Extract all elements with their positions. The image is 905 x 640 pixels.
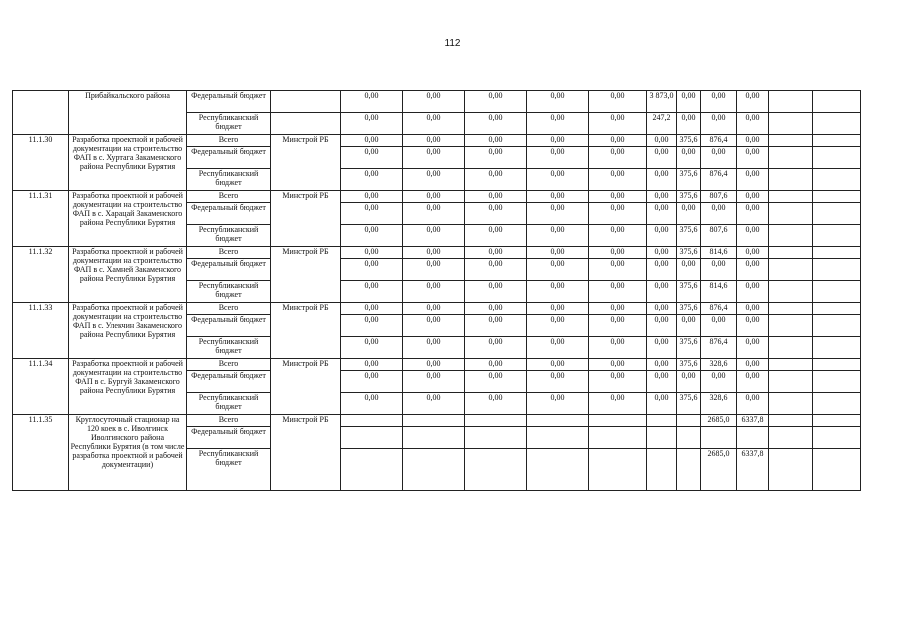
value-cell: 2685,0 [701,415,737,427]
item-code-cell: 11.1.34 [13,359,69,415]
value-cell: 375,6 [677,303,701,315]
value-cell: 0,00 [589,191,647,203]
value-cell [813,359,861,371]
value-cell [271,91,341,113]
value-cell: 0,00 [737,281,769,303]
value-cell: 0,00 [403,147,465,169]
value-cell [465,427,527,449]
value-cell [701,427,737,449]
value-cell: 876,4 [701,303,737,315]
value-cell: 0,00 [527,191,589,203]
value-cell: 328,6 [701,393,737,415]
value-cell: 0,00 [341,281,403,303]
value-cell: 0,00 [403,169,465,191]
value-cell: 0,00 [465,315,527,337]
funding-source-cell: Республиканский бюджет [187,393,271,415]
value-cell [813,393,861,415]
budget-table [12,90,905,491]
value-cell [813,371,861,393]
item-name-cell: Разработка проектной и рабочей документации на строительство ФАП в с. Бургуй Закаменского района Республики Бурятия [69,359,187,415]
funding-source-cell: Республиканский бюджет [187,337,271,359]
value-cell: 247,2 [647,113,677,135]
value-cell [647,427,677,449]
executor-cell: Минстрой РБ [271,135,341,191]
value-cell [769,147,813,169]
table-row [13,191,905,203]
item-name-cell: Разработка проектной и рабочей документации на строительство ФАП в с. Улекчин Закаменского района Республики Бурятия [69,303,187,359]
value-cell: 0,00 [403,371,465,393]
table-body [13,91,905,491]
value-cell [769,225,813,247]
value-cell [769,135,813,147]
table-row [13,91,905,113]
value-cell: 375,6 [677,191,701,203]
value-cell: 0,00 [341,303,403,315]
value-cell: 0,00 [341,315,403,337]
value-cell: 0,00 [647,303,677,315]
value-cell [769,191,813,203]
funding-source-cell: Республиканский бюджет [187,113,271,135]
value-cell [341,427,403,449]
value-cell [589,415,647,427]
funding-source-cell: Республиканский бюджет [187,225,271,247]
value-cell [465,415,527,427]
value-cell: 0,00 [341,169,403,191]
value-cell: 0,00 [527,225,589,247]
value-cell: 0,00 [403,359,465,371]
value-cell [769,393,813,415]
value-cell: 0,00 [403,225,465,247]
value-cell: 0,00 [737,113,769,135]
value-cell [813,427,861,449]
item-code-cell [13,91,69,135]
value-cell [527,449,589,491]
value-cell: 0,00 [465,337,527,359]
value-cell: 0,00 [647,371,677,393]
funding-source-cell: Всего [187,135,271,147]
value-cell: 807,6 [701,225,737,247]
value-cell [813,449,861,491]
value-cell: 0,00 [465,203,527,225]
value-cell [813,337,861,359]
table-row [13,303,905,315]
value-cell: 0,00 [403,247,465,259]
value-cell: 0,00 [341,393,403,415]
value-cell: 0,00 [737,303,769,315]
funding-source-cell: Федеральный бюджет [187,315,271,337]
value-cell: 0,00 [527,371,589,393]
value-cell: 0,00 [341,259,403,281]
value-cell: 0,00 [647,281,677,303]
value-cell: 0,00 [527,281,589,303]
value-cell: 0,00 [465,225,527,247]
value-cell: 0,00 [341,203,403,225]
value-cell: 814,6 [701,281,737,303]
value-cell [769,247,813,259]
value-cell: 0,00 [701,371,737,393]
value-cell [813,281,861,303]
value-cell: 0,00 [589,247,647,259]
value-cell: 0,00 [677,147,701,169]
value-cell: 0,00 [527,393,589,415]
value-cell: 0,00 [737,393,769,415]
value-cell [813,259,861,281]
value-cell: 0,00 [677,113,701,135]
value-cell [813,247,861,259]
value-cell: 0,00 [465,281,527,303]
value-cell: 0,00 [341,113,403,135]
value-cell: 876,4 [701,169,737,191]
value-cell: 0,00 [737,371,769,393]
funding-source-cell: Всего [187,191,271,203]
value-cell [769,203,813,225]
value-cell: 814,6 [701,247,737,259]
value-cell: 0,00 [465,113,527,135]
value-cell: 0,00 [589,91,647,113]
value-cell: 0,00 [403,191,465,203]
executor-cell: Минстрой РБ [271,191,341,247]
value-cell [769,303,813,315]
value-cell: 375,6 [677,337,701,359]
value-cell: 0,00 [465,303,527,315]
value-cell: 6337,8 [737,449,769,491]
value-cell: 0,00 [527,169,589,191]
value-cell [813,303,861,315]
value-cell [589,427,647,449]
value-cell [403,449,465,491]
value-cell [769,449,813,491]
value-cell: 0,00 [403,135,465,147]
value-cell: 0,00 [341,225,403,247]
value-cell: 0,00 [677,259,701,281]
value-cell: 0,00 [403,203,465,225]
value-cell: 807,6 [701,191,737,203]
value-cell: 0,00 [737,337,769,359]
value-cell: 0,00 [737,259,769,281]
value-cell: 375,6 [677,247,701,259]
value-cell: 0,00 [589,147,647,169]
value-cell [403,415,465,427]
value-cell [769,113,813,135]
value-cell: 0,00 [737,147,769,169]
value-cell: 0,00 [647,135,677,147]
value-cell: 2685,0 [701,449,737,491]
value-cell: 0,00 [403,315,465,337]
page-number: 112 [444,38,461,49]
value-cell: 0,00 [589,169,647,191]
value-cell [737,427,769,449]
value-cell: 0,00 [527,203,589,225]
value-cell: 0,00 [589,359,647,371]
value-cell [527,427,589,449]
value-cell: 0,00 [737,191,769,203]
value-cell: 375,6 [677,281,701,303]
funding-source-cell: Всего [187,303,271,315]
value-cell: 0,00 [677,203,701,225]
value-cell: 0,00 [465,371,527,393]
value-cell [769,281,813,303]
value-cell: 0,00 [701,259,737,281]
value-cell: 0,00 [647,337,677,359]
value-cell [341,415,403,427]
value-cell [769,359,813,371]
value-cell: 0,00 [737,315,769,337]
value-cell [769,371,813,393]
funding-source-cell: Федеральный бюджет [187,259,271,281]
value-cell: 0,00 [701,203,737,225]
item-name-cell: Круглосуточный стационар на 120 коек в с. Иволгинск Иволгинского района Республики Бурятия (в том числе разработка проектной и рабочей документации) [69,415,187,491]
value-cell [677,449,701,491]
value-cell: 0,00 [647,247,677,259]
value-cell [769,427,813,449]
value-cell [403,427,465,449]
item-name-cell: Разработка проектной и рабочей документации на строительство ФАП в с. Харацай Закаменского района Республики Бурятия [69,191,187,247]
value-cell [769,415,813,427]
value-cell: 0,00 [647,315,677,337]
value-cell: 0,00 [527,247,589,259]
value-cell: 0,00 [647,259,677,281]
value-cell: 0,00 [465,191,527,203]
value-cell [271,113,341,135]
value-cell: 876,4 [701,135,737,147]
value-cell: 0,00 [527,315,589,337]
funding-source-cell: Федеральный бюджет [187,203,271,225]
value-cell: 0,00 [465,91,527,113]
value-cell: 0,00 [341,91,403,113]
value-cell: 0,00 [701,147,737,169]
funding-source-cell: Республиканский бюджет [187,281,271,303]
item-code-cell: 11.1.32 [13,247,69,303]
value-cell [647,415,677,427]
value-cell [527,415,589,427]
value-cell: 375,6 [677,225,701,247]
value-cell: 0,00 [527,113,589,135]
value-cell [769,259,813,281]
value-cell: 0,00 [647,203,677,225]
value-cell [813,191,861,203]
value-cell: 328,6 [701,359,737,371]
value-cell: 0,00 [677,371,701,393]
value-cell: 0,00 [737,359,769,371]
value-cell [813,91,861,113]
value-cell: 0,00 [341,191,403,203]
item-code-cell: 11.1.31 [13,191,69,247]
value-cell: 0,00 [403,393,465,415]
value-cell: 0,00 [465,147,527,169]
funding-source-cell: Республиканский бюджет [187,449,271,491]
value-cell: 0,00 [589,303,647,315]
table-row [13,247,905,259]
value-cell: 0,00 [527,135,589,147]
value-cell: 0,00 [589,203,647,225]
funding-source-cell: Всего [187,359,271,371]
value-cell: 0,00 [341,147,403,169]
value-cell: 0,00 [589,393,647,415]
value-cell: 0,00 [341,359,403,371]
funding-source-cell: Всего [187,415,271,427]
value-cell: 0,00 [403,303,465,315]
value-cell: 3 873,0 [647,91,677,113]
value-cell: 0,00 [527,303,589,315]
item-name-cell: Разработка проектной и рабочей документации на строительство ФАП в с. Хамней Закаменского района Республики Бурятия [69,247,187,303]
table-row [13,415,905,427]
value-cell: 0,00 [589,371,647,393]
value-cell: 0,00 [527,91,589,113]
funding-source-cell: Всего [187,247,271,259]
value-cell [769,169,813,191]
value-cell: 0,00 [647,191,677,203]
value-cell: 0,00 [737,169,769,191]
value-cell [813,225,861,247]
value-cell [813,415,861,427]
value-cell: 0,00 [465,259,527,281]
value-cell: 876,4 [701,337,737,359]
value-cell: 375,6 [677,135,701,147]
value-cell: 0,00 [465,169,527,191]
value-cell: 0,00 [527,147,589,169]
value-cell [769,91,813,113]
value-cell [341,449,403,491]
value-cell: 0,00 [403,91,465,113]
value-cell: 0,00 [647,225,677,247]
value-cell: 0,00 [589,281,647,303]
value-cell: 0,00 [737,247,769,259]
table-row [13,135,905,147]
value-cell [769,337,813,359]
value-cell: 0,00 [737,203,769,225]
value-cell: 375,6 [677,359,701,371]
value-cell: 0,00 [341,337,403,359]
value-cell: 0,00 [341,371,403,393]
value-cell: 0,00 [589,315,647,337]
value-cell: 6337,8 [737,415,769,427]
value-cell: 0,00 [589,337,647,359]
value-cell: 0,00 [589,135,647,147]
funding-source-cell: Федеральный бюджет [187,91,271,113]
value-cell: 0,00 [403,259,465,281]
value-cell: 0,00 [677,315,701,337]
value-cell: 0,00 [465,359,527,371]
value-cell [647,449,677,491]
value-cell: 0,00 [589,259,647,281]
value-cell [813,135,861,147]
value-cell: 0,00 [465,135,527,147]
value-cell [769,315,813,337]
value-cell [813,169,861,191]
executor-cell: Минстрой РБ [271,415,341,491]
executor-cell: Минстрой РБ [271,303,341,359]
value-cell: 0,00 [737,135,769,147]
value-cell: 0,00 [589,113,647,135]
funding-source-cell: Республиканский бюджет [187,169,271,191]
item-code-cell: 11.1.35 [13,415,69,491]
value-cell [813,147,861,169]
value-cell: 0,00 [647,147,677,169]
value-cell: 0,00 [701,315,737,337]
table-row [13,359,905,371]
value-cell: 0,00 [527,259,589,281]
value-cell: 0,00 [527,337,589,359]
value-cell: 0,00 [647,359,677,371]
value-cell [677,415,701,427]
value-cell: 0,00 [403,113,465,135]
executor-cell: Минстрой РБ [271,359,341,415]
item-name-cell: Прибайкальского района [69,91,187,135]
value-cell [465,449,527,491]
value-cell: 375,6 [677,169,701,191]
value-cell: 0,00 [647,393,677,415]
value-cell: 375,6 [677,393,701,415]
value-cell: 0,00 [527,359,589,371]
item-name-cell: Разработка проектной и рабочей документации на строительство ФАП в с. Хуртага Закаменского района Республики Бурятия [69,135,187,191]
value-cell: 0,00 [647,169,677,191]
value-cell: 0,00 [403,281,465,303]
funding-source-cell: Федеральный бюджет [187,147,271,169]
value-cell: 0,00 [701,113,737,135]
value-cell: 0,00 [465,247,527,259]
funding-source-cell: Федеральный бюджет [187,427,271,449]
value-cell [813,203,861,225]
item-code-cell: 11.1.30 [13,135,69,191]
value-cell: 0,00 [737,225,769,247]
funding-source-cell: Федеральный бюджет [187,371,271,393]
item-code-cell: 11.1.33 [13,303,69,359]
value-cell: 0,00 [465,393,527,415]
value-cell [813,113,861,135]
value-cell: 0,00 [341,247,403,259]
value-cell: 0,00 [737,91,769,113]
value-cell: 0,00 [403,337,465,359]
value-cell: 0,00 [589,225,647,247]
value-cell: 0,00 [701,91,737,113]
value-cell [589,449,647,491]
value-cell: 0,00 [341,135,403,147]
value-cell: 0,00 [677,91,701,113]
value-cell [677,427,701,449]
value-cell [813,315,861,337]
executor-cell: Минстрой РБ [271,247,341,303]
